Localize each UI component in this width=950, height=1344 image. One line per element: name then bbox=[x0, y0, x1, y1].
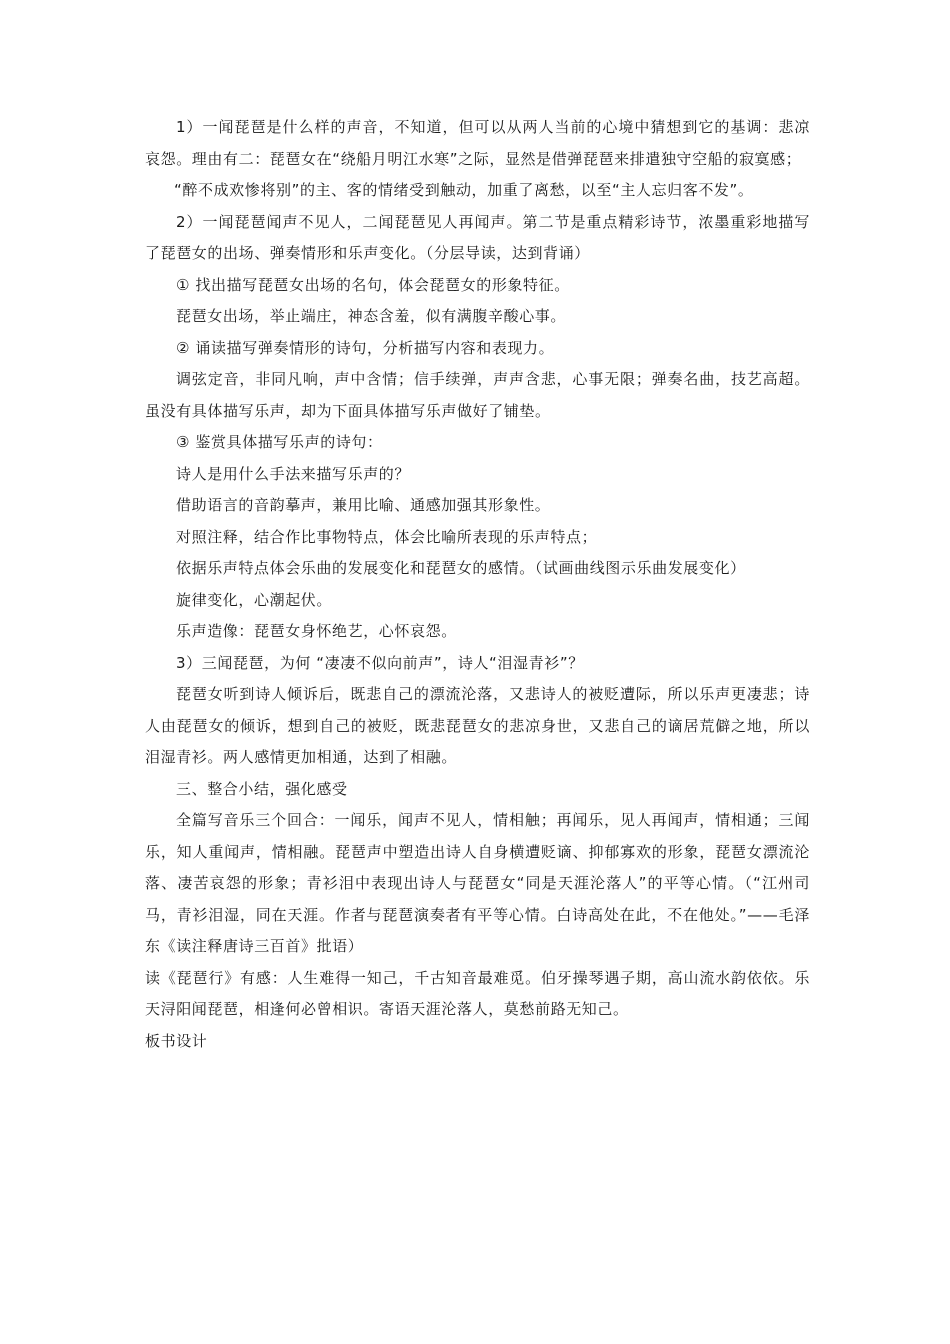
paragraph-question: 诗人是用什么手法来描写乐声的？ bbox=[176, 464, 411, 483]
paragraph-first-listen: 1）一闻琵琶是什么样的声音，不知道，但可以从两人当前的心境中猜想到它的基调：悲凉哀怨。理由有二：琵琶女在“绕船月明江水寒”之际，显然是借弹琵琶来排遣独守空船的寂寞感； bbox=[145, 118, 810, 168]
paragraph-task-3: ③ 鉴赏具体描写乐声的诗句： bbox=[176, 433, 383, 451]
paragraph-summary: 全篇写音乐三个回合：一闻乐，闻声不见人，情相触；再闻乐，见人再闻声，情相通；三闻乐，知人重闻声，情相融。琵琶声中塑造出诗人自身横遭贬谪、抑郁寡欢的形象，琵琶女漂流沦落、凄苦哀怨的形象；青衫泪中表现出诗人与琵琶女“同是天涯沦落人”的平等心情。（“江州司马，青衫泪湿，同在天涯。作者与琵琶演奏者有平等心情。白诗高处在此，不在他处。”——毛泽东《读注释唐诗三百首》批语） bbox=[145, 811, 810, 955]
paragraph-answer-1: 琵琶女出场，举止端庄，神态含羞，似有满腹辛酸心事。 bbox=[176, 307, 567, 325]
section-heading-board-design: 板书设计 bbox=[145, 1031, 208, 1050]
paragraph-melody: 旋律变化，心潮起伏。 bbox=[176, 590, 333, 609]
paragraph-development: 依据乐声特点体会乐曲的发展变化和琵琶女的感情。（试画曲线图示乐曲发展变化） bbox=[176, 559, 746, 577]
paragraph-task-2: ② 诵读描写弹奏情形的诗句，分析描写内容和表现力。 bbox=[176, 338, 555, 357]
paragraph-image: 乐声造像：琵琶女身怀绝艺，心怀哀怨。 bbox=[176, 622, 457, 640]
paragraph-parting-mood: “醉不成欢惨将别”的主、客的情绪受到触动，加重了离愁，以至“主人忘归客不发”。 bbox=[174, 181, 754, 199]
document-body bbox=[145, 112, 810, 1057]
section-heading-summary: 三、整合小结，强化感受 bbox=[176, 779, 348, 798]
paragraph-technique: 借助语言的音韵摹声，兼用比喻、通感加强其形象性。 bbox=[176, 496, 551, 514]
paragraph-second-listen: 2）一闻琵琶闻声不见人，二闻琵琶见人再闻声。第二节是重点精彩诗节，浓墨重彩地描写了琵琶女的出场、弹奏情形和乐声变化。（分层导读，达到背诵） bbox=[145, 212, 810, 262]
paragraph-third-analysis: 琵琶女听到诗人倾诉后，既悲自己的漂流沦落，又悲诗人的被贬遭际，所以乐声更凄悲；诗人由琵琶女的倾诉，想到自己的被贬，既悲琵琶女的悲凉身世，又悲自己的谪居荒僻之地，所以泪湿青衫。两人感情更加相通，达到了相融。 bbox=[145, 685, 810, 766]
paragraph-annotation: 对照注释，结合作比事物特点，体会比喻所表现的乐声特点； bbox=[176, 527, 598, 546]
paragraph-third-listen: 3）三闻琵琶，为何 “凄凄不似向前声”，诗人“泪湿青衫”？ bbox=[176, 653, 584, 672]
paragraph-answer-2: 调弦定音，非同凡响，声中含情；信手续弹，声声含悲，心事无限；弹奏名曲，技艺高超。虽没有具体描写乐声，却为下面具体描写乐声做好了铺垫。 bbox=[145, 370, 810, 420]
paragraph-reflection: 读《琵琶行》有感：人生难得一知己，千古知音最难觅。伯牙操琴遇子期，高山流水韵依依。乐天浔阳闻琵琶，相逢何必曾相识。寄语天涯沦落人，莫愁前路无知己。 bbox=[145, 968, 810, 1018]
paragraph-task-1: ① 找出描写琵琶女出场的名句，体会琵琶女的形象特征。 bbox=[176, 275, 570, 294]
